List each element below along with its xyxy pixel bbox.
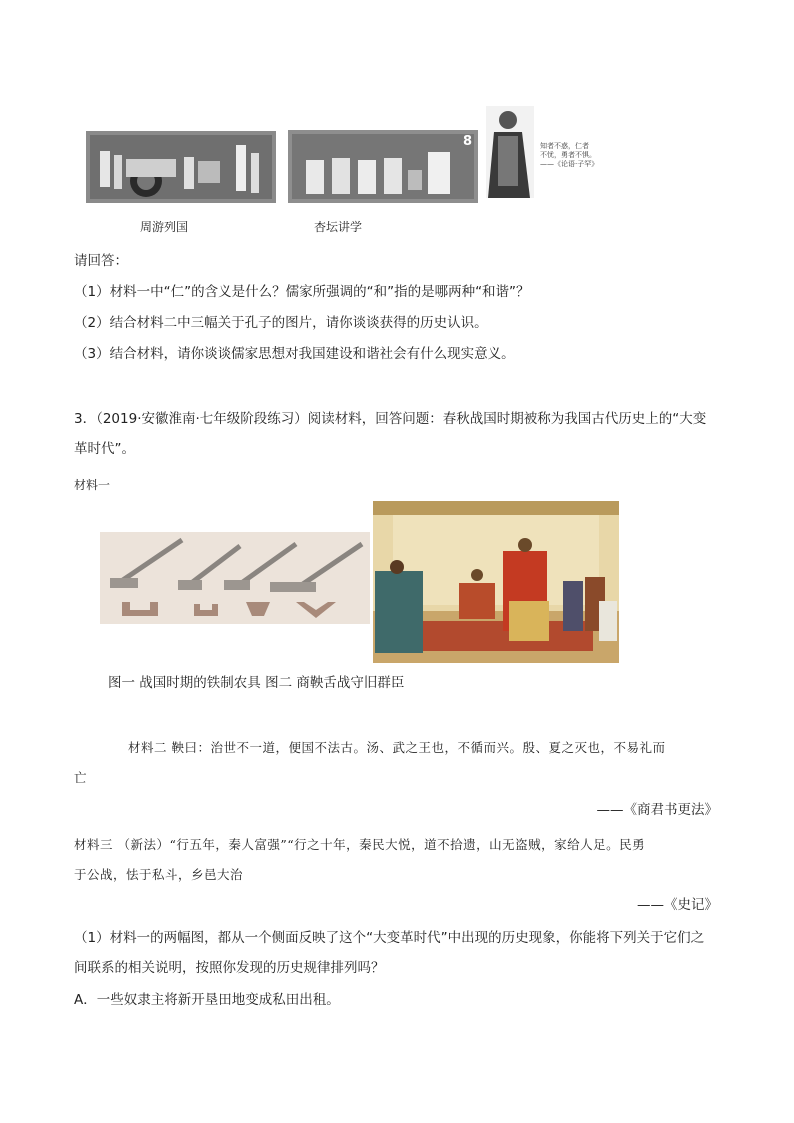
quote-line-1: 知者不惑，仁者 — [540, 142, 589, 150]
material-2-source: ——《商君书更法》 — [596, 802, 718, 818]
image-confucius — [484, 106, 619, 198]
question-3: （3）结合材料，请你谈谈儒家思想对我国建设和谐社会有什么现实意义。 — [74, 346, 515, 362]
quote-line-2: 不忧，勇者不惧。 — [540, 151, 596, 159]
caption-zhouyou: 周游列国 — [140, 220, 189, 234]
q3-line-2: 革时代”。 — [74, 441, 135, 457]
question-2: （2）结合材料二中三幅关于孔子的图片，请你谈谈获得的历史认识。 — [74, 315, 488, 331]
option-a: A．一些奴隶主将新开垦田地变成私田出租。 — [74, 992, 340, 1008]
answer-prompt: 请回答： — [74, 253, 128, 269]
quote-line-3: ——《论语·子罕》 — [540, 160, 599, 168]
caption-xingtan: 杏坛讲学 — [314, 220, 363, 234]
material-1-label: 材料一 — [74, 478, 111, 492]
image-iron-tools — [100, 532, 370, 624]
material-3-line-2: 于公战，怯于私斗，乡邑大治 — [74, 867, 244, 882]
stamp-value: 8 — [462, 134, 472, 149]
material-2-line-1: 材料二 鞅曰：治世不一道，便国不法古。汤、武之王也，不循而兴。殷、夏之灭也，不易礼而 — [128, 740, 666, 755]
question-1: （1）材料一中“仁”的含义是什么？儒家所强调的“和”指的是哪两种“和谐”？ — [74, 284, 530, 300]
figure-caption: 图一 战国时期的铁制农具 图二 商鞅舌战守旧群臣 — [108, 675, 405, 691]
material-3-line-1: 材料三 （新法）“行五年，秦人富强”“行之十年，秦民大悦，道不拾遗，山无盗贼，家给人足。民勇 — [74, 837, 646, 852]
material-3-source: ——《史记》 — [637, 897, 718, 913]
image-xingtan-jiangxue — [288, 130, 478, 203]
sub-question-1-line-2: 间联系的相关说明，按照你发现的历史规律排列吗？ — [74, 960, 385, 976]
image-zhouyou-lieguo — [86, 131, 276, 203]
material-2-line-2: 亡 — [74, 770, 88, 785]
image-shangyang-debate — [373, 501, 619, 663]
sub-question-1-line-1: （1）材料一的两幅图，都从一个侧面反映了这个“大变革时代”中出现的历史现象，你能将下列关于它们之 — [74, 930, 705, 946]
q3-line-1: 3．（2019·安徽淮南·七年级阶段练习）阅读材料，回答问题：春秋战国时期被称为我国古代历史上的“大变 — [74, 411, 707, 427]
